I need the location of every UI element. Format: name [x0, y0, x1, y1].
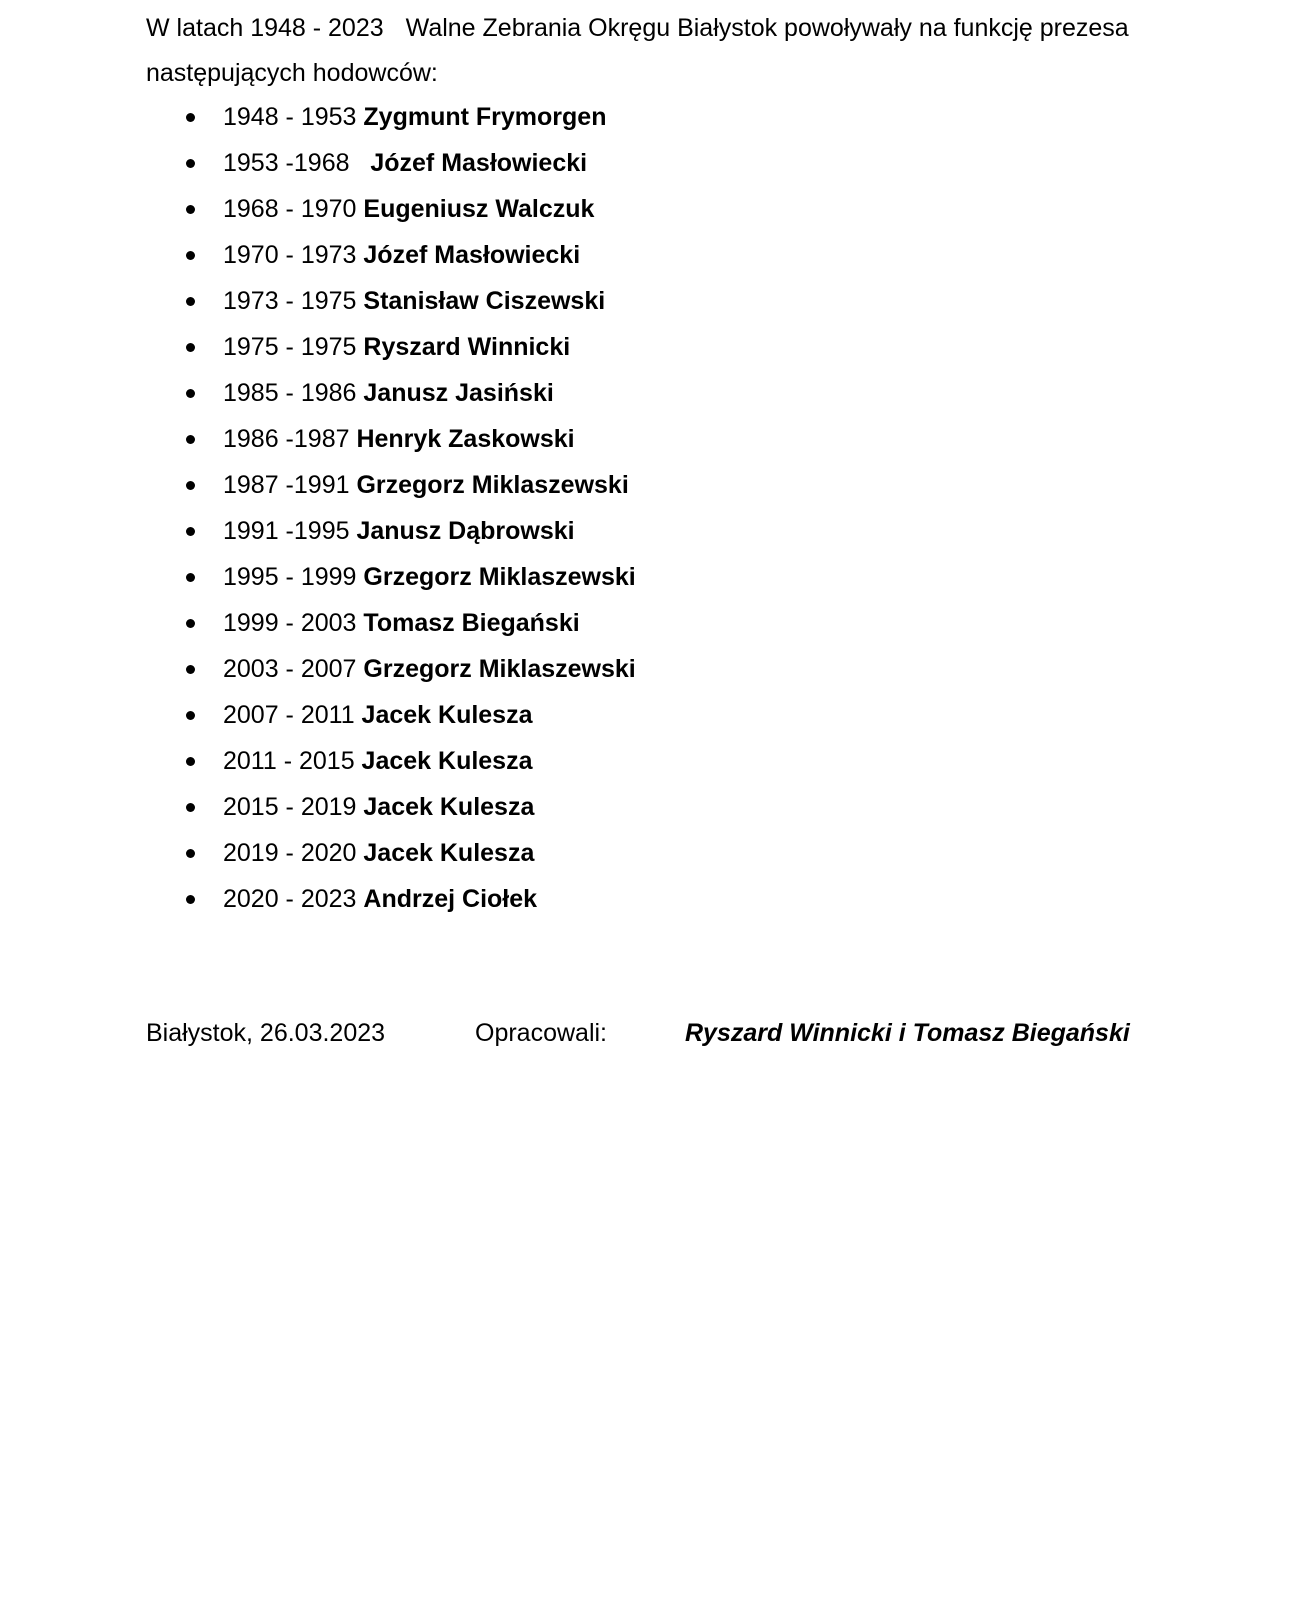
term-years: 1970 - 1973 [223, 241, 364, 269]
president-name: Eugeniusz Walczuk [363, 195, 595, 223]
list-item-text [223, 600, 580, 646]
term-years: 1986 -1987 [223, 425, 357, 453]
president-name: Józef Masłowiecki [363, 241, 581, 269]
term-years: 1995 - 1999 [223, 563, 364, 591]
president-name: Grzegorz Miklaszewski [356, 471, 629, 499]
term-years: 1985 - 1986 [223, 379, 364, 407]
list-item-text [223, 186, 594, 232]
term-years: 1968 - 1970 [223, 195, 364, 223]
list-item-text [223, 324, 570, 370]
list-item-text [223, 416, 575, 462]
president-name: Jacek Kulesza [363, 839, 535, 867]
term-years: 2020 - 2023 [223, 885, 364, 913]
list-item [0, 508, 1293, 554]
bullet-icon [186, 757, 195, 766]
president-name: Stanisław Ciszewski [363, 287, 606, 315]
list-item-text [223, 646, 636, 692]
president-name: Jacek Kulesza [361, 747, 533, 775]
president-name: Janusz Jasiński [363, 379, 554, 407]
list-item-text [223, 462, 629, 508]
bullet-icon [186, 297, 195, 306]
list-item-text [223, 140, 587, 186]
bullet-icon [186, 665, 195, 674]
list-item [0, 462, 1293, 508]
list-item [0, 140, 1293, 186]
term-years: 2019 - 2020 [223, 839, 364, 867]
list-item-text [223, 784, 534, 830]
bullet-icon [186, 527, 195, 536]
list-item [0, 278, 1293, 324]
list-item-text [223, 508, 575, 554]
president-name: Józef Masłowiecki [370, 149, 588, 177]
list-item [0, 232, 1293, 278]
list-item-text [223, 232, 580, 278]
bullet-icon [186, 619, 195, 628]
list-item-text [223, 554, 636, 600]
intro-text: Walne Zebrania Okręgu Białystok powoływały na funkcję prezesa następujących hodowców: [146, 14, 1129, 87]
list-item [0, 94, 1293, 140]
list-item [0, 876, 1293, 922]
list-item [0, 324, 1293, 370]
list-item-text [223, 370, 554, 416]
list-item-text [223, 738, 533, 784]
president-name: Henryk Zaskowski [356, 425, 575, 453]
term-years: 1987 -1991 [223, 471, 357, 499]
bullet-icon [186, 573, 195, 582]
bullet-icon [186, 849, 195, 858]
term-years: 2015 - 2019 [223, 793, 364, 821]
term-years: 1991 -1995 [223, 517, 357, 545]
president-name: Tomasz Biegański [363, 609, 580, 637]
list-item [0, 416, 1293, 462]
term-years: 1948 - 1953 [223, 103, 364, 131]
term-years: 1973 - 1975 [223, 287, 364, 315]
bullet-icon [186, 389, 195, 398]
bullet-icon [186, 251, 195, 260]
term-years: 1953 -1968 [223, 149, 371, 177]
president-name: Ryszard Winnicki [363, 333, 571, 361]
president-name: Jacek Kulesza [363, 793, 535, 821]
list-item [0, 600, 1293, 646]
president-name: Andrzej Ciołek [363, 885, 538, 913]
list-item [0, 738, 1293, 784]
term-years: 1975 - 1975 [223, 333, 364, 361]
term-years: 1999 - 2003 [223, 609, 364, 637]
bullet-icon [186, 159, 195, 168]
bullet-icon [186, 113, 195, 122]
list-item [0, 370, 1293, 416]
bullet-icon [186, 711, 195, 720]
intro-period: W latach 1948 - 2023 [146, 14, 384, 42]
president-name: Zygmunt Frymorgen [363, 103, 607, 131]
term-years: 2007 - 2011 [223, 701, 362, 729]
list-item-text [223, 94, 606, 140]
presidents-list [0, 94, 1293, 922]
bullet-icon [186, 205, 195, 214]
list-item [0, 830, 1293, 876]
list-item-text [223, 830, 534, 876]
bullet-icon [186, 895, 195, 904]
bullet-icon [186, 435, 195, 444]
list-item-text [223, 692, 533, 738]
president-name: Janusz Dąbrowski [356, 517, 575, 545]
list-item-text [223, 876, 537, 922]
list-item [0, 186, 1293, 232]
bullet-icon [186, 343, 195, 352]
president-name: Grzegorz Miklaszewski [363, 563, 636, 591]
list-item [0, 692, 1293, 738]
term-years: 2011 - 2015 [223, 747, 362, 775]
president-name: Jacek Kulesza [361, 701, 533, 729]
president-name: Grzegorz Miklaszewski [363, 655, 636, 683]
list-item [0, 646, 1293, 692]
bullet-icon [186, 803, 195, 812]
intro-paragraph [146, 6, 1186, 96]
prepared-by-label: Opracowali: [475, 1019, 607, 1047]
list-item-text [223, 278, 605, 324]
authors-signature: Ryszard Winnicki i Tomasz Biegański [685, 1019, 1130, 1047]
term-years: 2003 - 2007 [223, 655, 364, 683]
place-and-date: Białystok, 26.03.2023 [146, 1019, 386, 1047]
list-item [0, 784, 1293, 830]
bullet-icon [186, 481, 195, 490]
list-item [0, 554, 1293, 600]
